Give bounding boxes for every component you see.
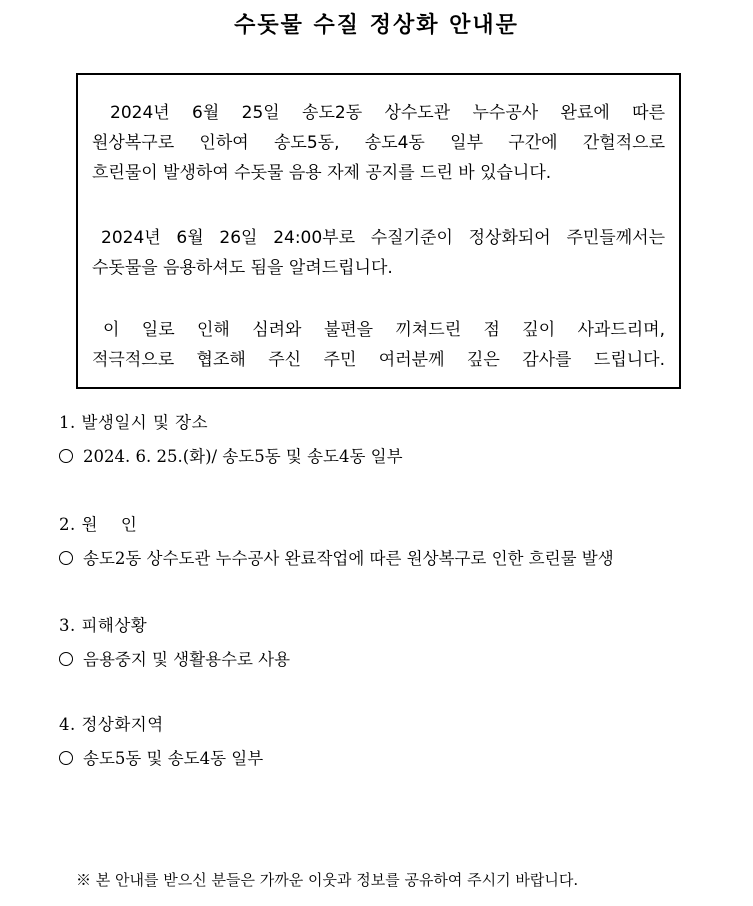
notice-paragraph-3 [92, 315, 665, 375]
section-item-text: 2024. 6. 25.(화)/ 송도5동 및 송도4동 일부 [83, 447, 403, 466]
document-title: 수돗물 수질 정상화 안내문 [234, 13, 519, 38]
section-item [59, 548, 614, 570]
section-item [59, 649, 290, 671]
notice-line: 흐린물이 발생하여 수돗물 음용 자제 공지를 드린 바 있습니다. [92, 163, 552, 183]
circle-bullet-icon [59, 551, 73, 565]
circle-bullet-icon [59, 751, 73, 765]
footnote: ※ 본 안내를 받으신 분들은 가까운 이웃과 정보를 공유하여 주시기 바랍니다. [76, 871, 579, 889]
section-heading: 2. 원 인 [59, 515, 138, 534]
section-item-text: 송도5동 및 송도4동 일부 [83, 749, 264, 768]
notice-paragraph-1 [92, 98, 665, 188]
section-occurrence [59, 412, 403, 468]
notice-line: 적극적으로 협조해 주신 주민 여러분께 깊은 감사를 드립니다. [92, 350, 665, 370]
section-item [59, 748, 263, 770]
notice-line: 2024년 6월 25일 송도2동 상수도관 누수공사 완료에 따른 [110, 103, 665, 123]
section-item [59, 446, 403, 468]
notice-paragraph-2 [92, 223, 665, 283]
notice-line: 원상복구로 인하여 송도5동, 송도4동 일부 구간에 간헐적으로 [92, 133, 665, 153]
notice-line: 이 일로 인해 심려와 불편을 끼쳐드린 점 깊이 사과드리며, [103, 320, 665, 340]
section-cause [59, 514, 614, 570]
notice-box [76, 73, 681, 389]
section-normalized-area [59, 714, 263, 770]
circle-bullet-icon [59, 652, 73, 666]
notice-line: 수돗물을 음용하셔도 됨을 알려드립니다. [92, 258, 393, 278]
section-heading: 4. 정상화지역 [59, 715, 164, 734]
section-heading: 1. 발생일시 및 장소 [59, 413, 209, 432]
notice-line: 2024년 6월 26일 24:00부로 수질기준이 정상화되어 주민들께서는 [101, 228, 665, 248]
section-item-text: 음용중지 및 생활용수로 사용 [83, 650, 291, 669]
circle-bullet-icon [59, 449, 73, 463]
section-item-text: 송도2동 상수도관 누수공사 완료작업에 따른 원상복구로 인한 흐린물 발생 [83, 549, 614, 568]
section-damage [59, 615, 290, 671]
section-heading: 3. 피해상황 [59, 616, 148, 635]
